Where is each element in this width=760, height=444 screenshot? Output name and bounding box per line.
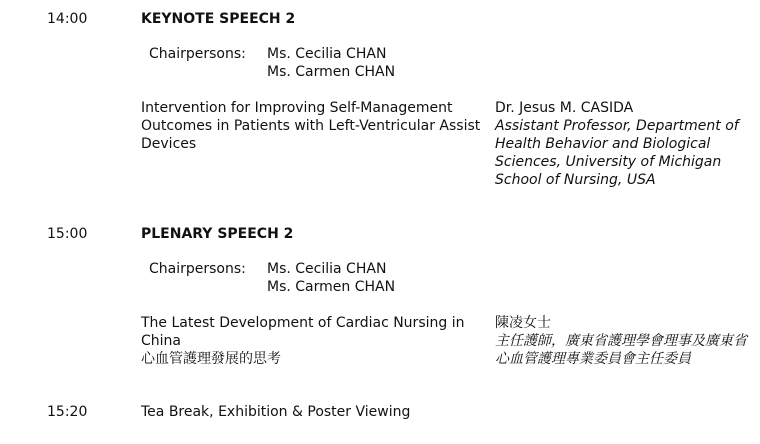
speaker-name: 陳凌女士: [495, 315, 551, 331]
session-heading: PLENARY SPEECH 2: [141, 226, 294, 242]
chairperson-name: Ms. Cecilia CHAN: [267, 261, 387, 277]
speaker-affiliation: Assistant Professor, Department of Health Behavior and Biological Sciences, University of Michigan School of Nursing, USA: [495, 118, 739, 188]
speaker-name: Dr. Jesus M. CASIDA: [495, 100, 634, 116]
talk-title: Intervention for Improving Self-Management Outcomes in Patients with Left-Ventricular Assist Devices: [141, 100, 481, 152]
session-heading: Tea Break, Exhibition & Poster Viewing: [141, 404, 411, 420]
session-time: 15:20: [47, 404, 88, 420]
chairpersons-label: Chairpersons:: [149, 261, 246, 277]
chairpersons-label: Chairpersons:: [149, 46, 246, 62]
speaker-affiliation: 主任護師，廣東省護理學會理事及廣東省心血管護理專業委員會主任委員: [495, 333, 747, 367]
session-time: 14:00: [47, 11, 88, 27]
talk-title: The Latest Development of Cardiac Nursing in China: [141, 315, 465, 349]
chairperson-name: Ms. Carmen CHAN: [267, 279, 396, 295]
session-time: 15:00: [47, 226, 88, 242]
chairperson-name: Ms. Cecilia CHAN: [267, 46, 387, 62]
chairperson-name: Ms. Carmen CHAN: [267, 64, 396, 80]
talk-title-chinese: 心血管護理發展的思考: [141, 351, 281, 367]
session-heading: KEYNOTE SPEECH 2: [141, 11, 296, 27]
